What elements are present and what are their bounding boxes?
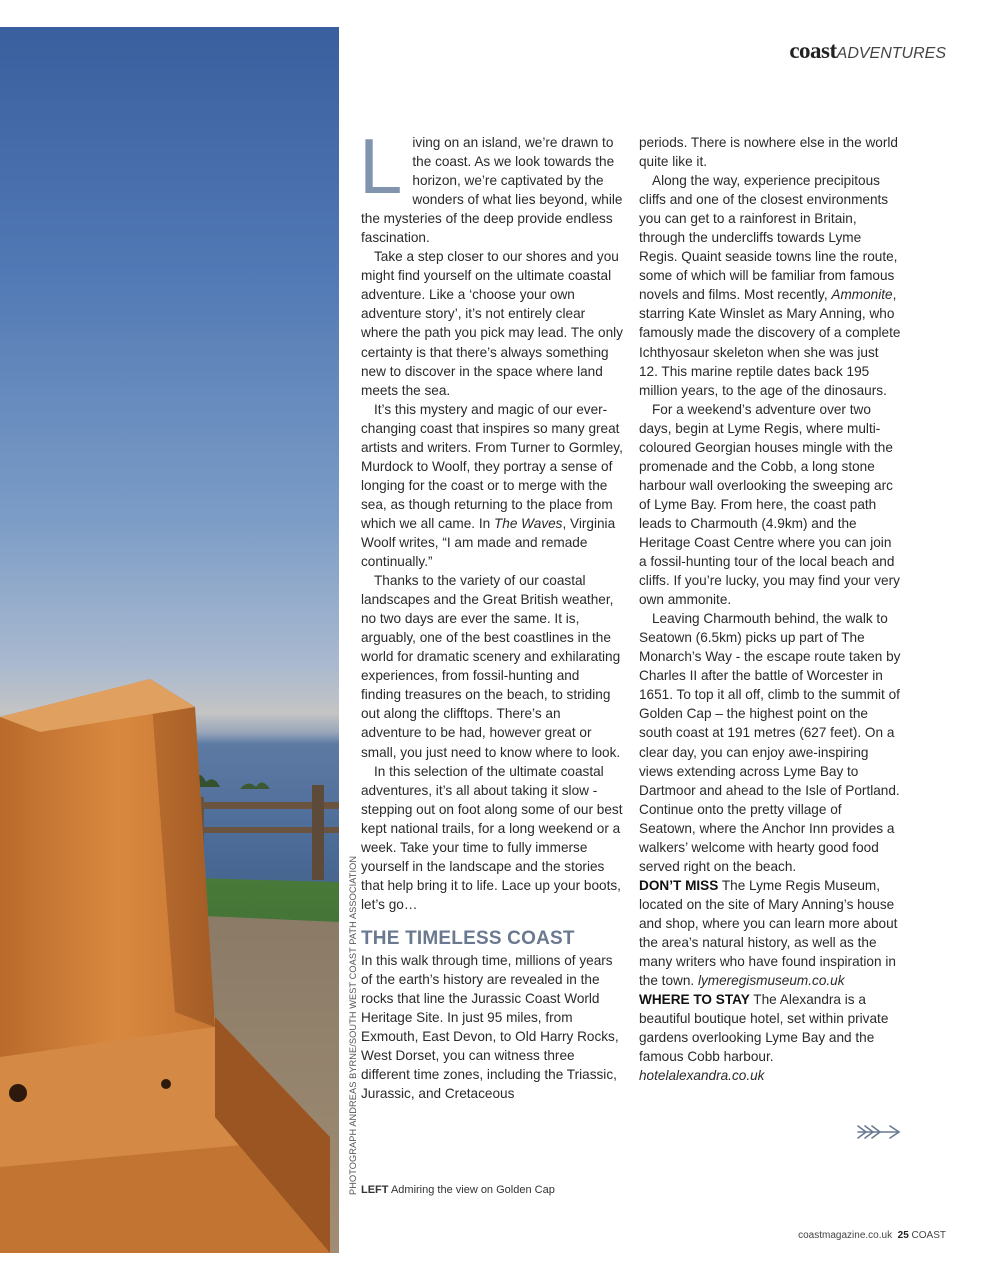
- photo-credit: PHOTOGRAPH ANDREAS BYRNE/SOUTH WEST COAST PATH ASSOCIATION: [348, 855, 358, 1195]
- page-footer: [798, 1230, 946, 1241]
- body-paragraph: Along the way, experience precipitous cliffs and one of the closest environments you can get to a rainforest in Britain, through the undercliffs towards Lyme Regis. Quaint seaside towns line the route, some of which will be familiar from famous novels and films. Most recently, Ammonite, starring Kate Winslet as Mary Anning, who famously made the discovery of a complete Ichthyosaur skeleton when she was just 12. This marine reptile dates back 195 million years, to the age of the dinosaurs.: [639, 173, 901, 398]
- body-paragraph: It’s this mystery and magic of our ever-changing coast that inspires so many great artists and writers. From Turner to Gormley, Murdock to Woolf, they portray a sense of longing for the coast or to merge with the sea, as though returning to the place from which we all came. In The Waves, Virginia Woolf writes, “I am made and remade continually.”: [361, 401, 623, 570]
- where-to-stay-box: WHERE TO STAY The Alexandra is a beautiful boutique hotel, set within private gardens overlooking Lyme Bay and the famous Cobb harbour. hotelalexandra.co.uk: [639, 992, 889, 1084]
- section-subheading: THE TIMELESS COAST: [361, 927, 575, 949]
- body-paragraph-continued: periods. There is nowhere else in the world quite like it.: [639, 135, 898, 170]
- article-column-2: [639, 133, 901, 1085]
- section-name: ADVENTURES: [836, 45, 946, 62]
- website-url[interactable]: coastmagazine.co.uk: [798, 1230, 893, 1241]
- cover-photo: [0, 27, 339, 1253]
- page-number: 25: [897, 1230, 909, 1241]
- museum-link[interactable]: lymeregismuseum.co.uk: [697, 973, 845, 989]
- intro-paragraph: Living on an island, we’re drawn to the coast. As we look towards the horizon, we’re captivated by the wonders of what lies beyond, while the mysteries of the deep provide endless fascination.: [359, 122, 623, 246]
- drop-cap: L: [359, 122, 403, 210]
- end-arrow-icon: [856, 1124, 902, 1140]
- hotel-link[interactable]: hotelalexandra.co.uk: [639, 1068, 765, 1084]
- body-paragraph: Take a step closer to our shores and you might find yourself on the ultimate coastal adventure. Like a ‘choose your own adventure story’, it’s not entirely clear where the path you pick may lead. The only certainty is that there’s always something new to discover in the space where land meets the sea.: [361, 249, 623, 398]
- photo-caption: LEFT Admiring the view on Golden Cap: [361, 1184, 555, 1196]
- body-paragraph: Leaving Charmouth behind, the walk to Seatown (6.5km) picks up part of The Monarch’s Way - the escape route taken by Charles II after the battle of Worcester in 1651. To top it all off, climb to the summit of Golden Cap – the highest point on the south coast at 191 metres (627 feet). On a clear day, you can enjoy awe-inspiring views extending across Lyme Bay to Dartmoor and ahead to the Isle of Portland. Continue onto the pretty village of Seatown, where the Anchor Inn provides a walkers’ welcome with hearty good food served right on the beach.: [639, 611, 901, 874]
- trig-point-illustration: [0, 27, 339, 1253]
- footer-brand: COAST: [911, 1230, 946, 1241]
- article-column-1: [359, 122, 623, 1103]
- body-paragraph: Thanks to the variety of our coastal landscapes and the Great British weather, no two days are ever the same. It is, arguably, one of the best coastlines in the world for dramatic scenery and exhilarating experiences, from fossil-hunting and finding treasures on the beach, to striding out along the clifftops. There’s an adventure to be had, however great or small, you just need to know where to look.: [361, 573, 621, 760]
- body-paragraph: For a weekend’s adventure over two days, begin at Lyme Regis, where multi-coloured Georgian houses mingle with the promenade and the Cobb, a long stone harbour wall overlooking the sweeping arc of Lyme Bay. From here, the coast path leads to Charmouth (4.9km) and the Heritage Coast Centre where you can join a fossil-hunting tour of the local beach and cliffs. If you’re lucky, you may find your very own ammonite.: [639, 401, 900, 608]
- body-paragraph: In this walk through time, millions of years of the earth’s history are revealed in the rocks that line the Jurassic Coast World Heritage Site. In just 95 miles, from Exmouth, East Devon, to Old Harry Rocks, West Dorset, you can witness three different time zones, including the Triassic, Jurassic, and Cretaceous: [361, 952, 619, 1102]
- body-paragraph: In this selection of the ultimate coastal adventures, it’s all about taking it slow - stepping out on foot along some of our best kept national trails, for a long weekend or a week. Take your time to fully immerse yourself in the landscape and the stories that help bring it to life. Lace up your boots, let’s go…: [361, 763, 623, 912]
- magazine-brand: coast: [789, 38, 837, 63]
- dont-miss-box: DON’T MISS The Lyme Regis Museum, located on the site of Mary Anning’s house and shop, where you can learn more about the area’s natural history, as well as the many writers who have found inspiration in the town. lymeregismuseum.co.uk: [639, 877, 898, 989]
- running-header: [789, 38, 946, 64]
